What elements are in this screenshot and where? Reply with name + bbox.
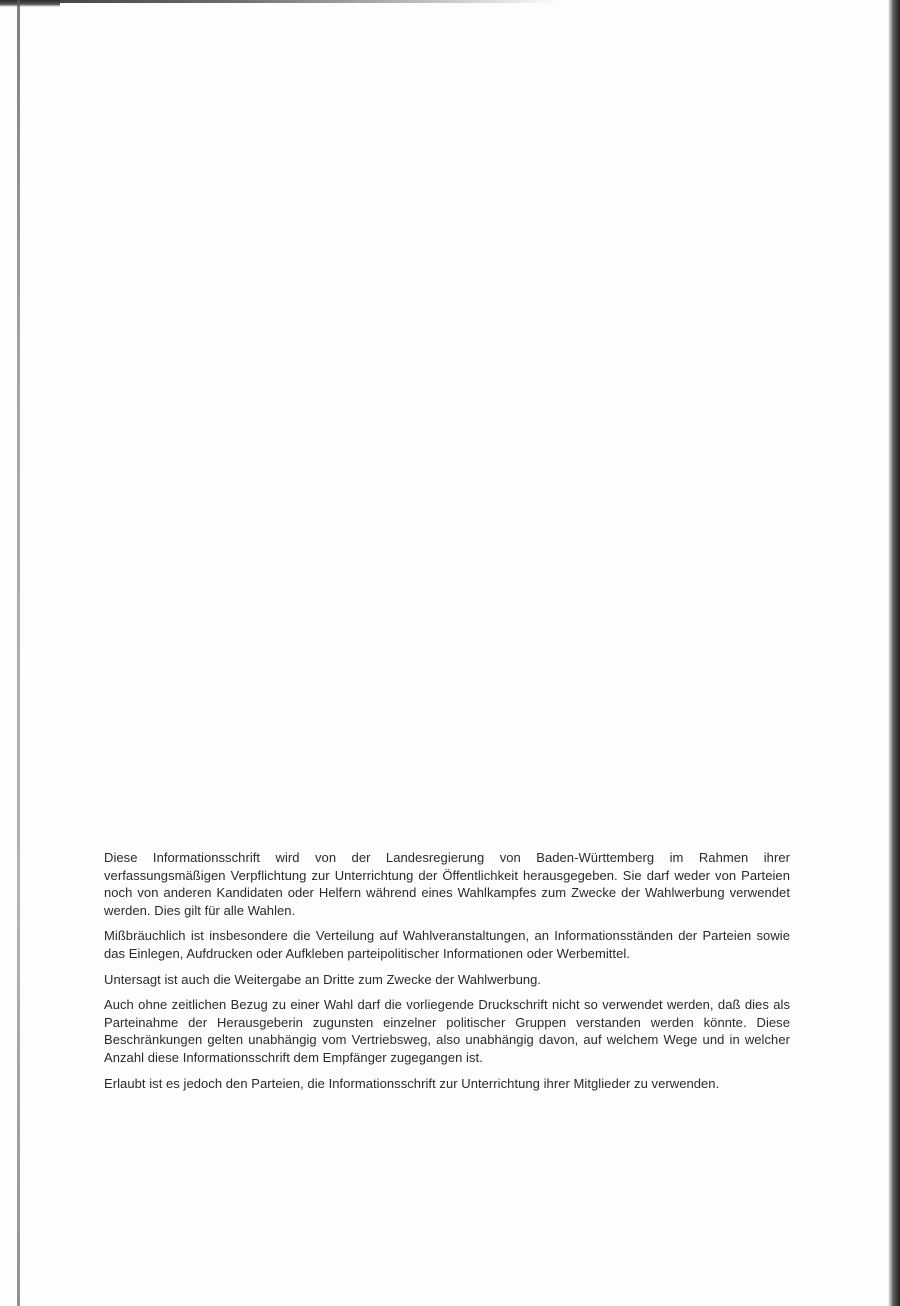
notice-paragraph-3: Untersagt ist auch die Weitergabe an Dritte zum Zwecke der Wahlwerbung. bbox=[104, 971, 542, 987]
scan-edge-top bbox=[0, 0, 560, 3]
notice-paragraph-4: Auch ohne zeitlichen Bezug zu einer Wahl darf die vorliegende Druckschrift nicht so verwendet werden, daß dies als Parteinahme der Herausgeberin zugunsten einzelner politischer Gruppen verstanden werden könnte. Diese Beschränkungen gelten unabhängig vom Vertriebsweg, also unabhängig davon, auf welchem Wege und in welcher Anzahl diese Informationsschrift dem Empfänger zugegangen ist. bbox=[104, 997, 790, 1065]
notice-paragraph-5: Erlaubt ist es jedoch den Parteien, die Informationsschrift zur Unterrichtung ihrer Mitglieder zu verwenden. bbox=[104, 1075, 720, 1091]
scan-edge-left bbox=[17, 0, 20, 1306]
scan-edge-top-corner bbox=[0, 0, 60, 7]
usage-notice bbox=[104, 849, 790, 1100]
scan-edge-right bbox=[888, 0, 900, 1306]
notice-paragraph-2: Mißbräuchlich ist insbesondere die Verteilung auf Wahlveranstaltungen, an Informationsständen der Parteien sowie das Einlegen, Aufdrucken oder Aufkleben parteipolitischer Informationen oder Werbemittel. bbox=[104, 928, 790, 961]
notice-paragraph-1: Diese Informationsschrift wird von der Landesregierung von Baden-Württemberg im Rahmen ihrer verfassungsmäßigen Verpflichtung zur Unterrichtung der Öffentlichkeit herausgegeben. Sie darf weder von Parteien noch von anderen Kandidaten oder Helfern während eines Wahlkampfes zum Zwecke der Wahlwerbung verwendet werden. Dies gilt für alle Wahlen. bbox=[104, 850, 790, 918]
